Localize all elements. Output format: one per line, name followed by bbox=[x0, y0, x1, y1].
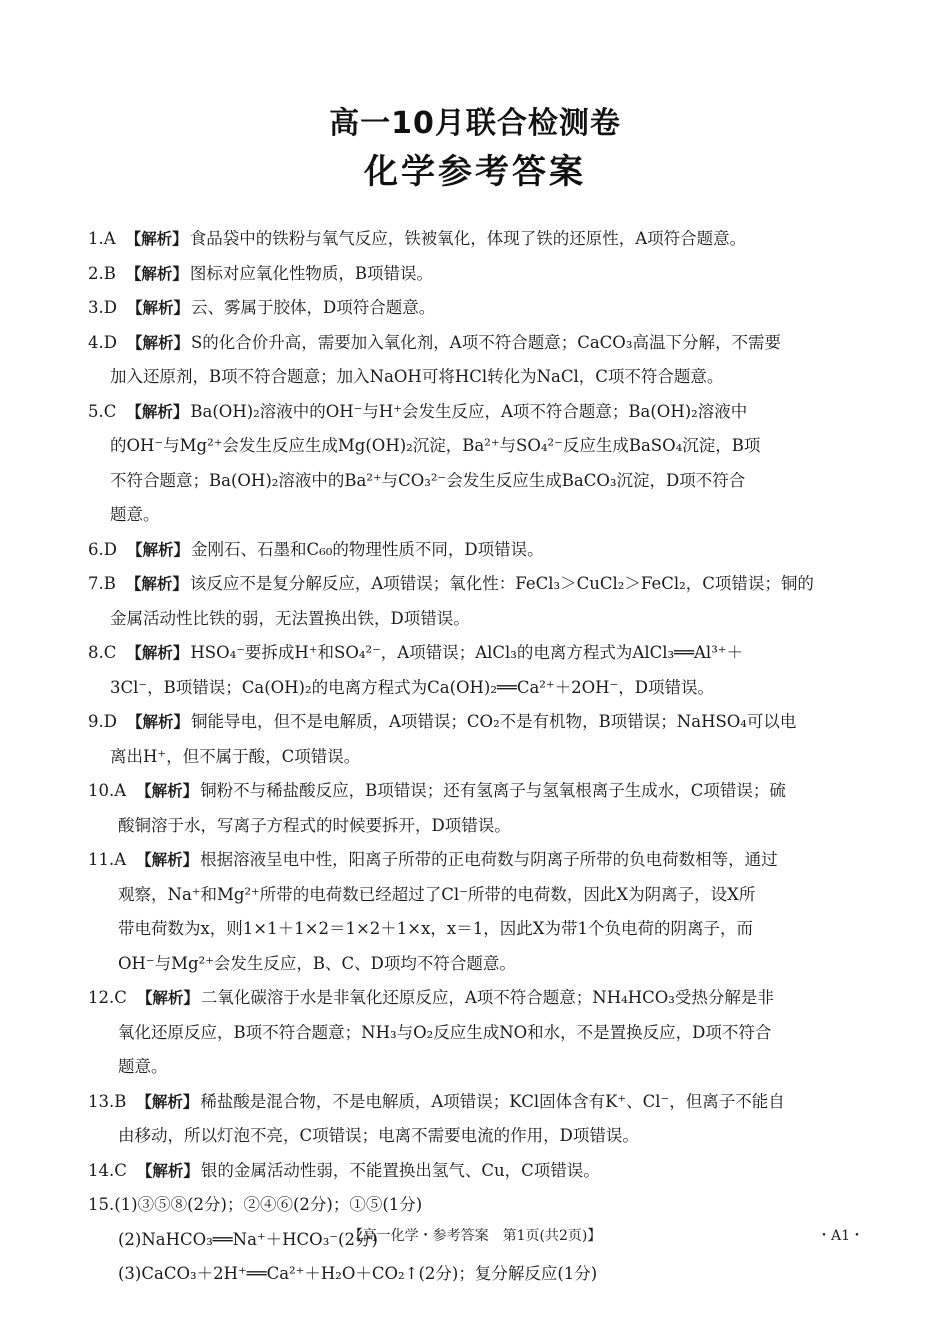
answer-text: 金刚石、石墨和C₆₀的物理性质不同，D项错误。 bbox=[191, 539, 544, 559]
answer-item bbox=[88, 636, 864, 671]
answer-item-continuation bbox=[88, 809, 864, 844]
answer-item-continuation bbox=[88, 1016, 864, 1051]
answer-item-continuation bbox=[88, 602, 864, 637]
answer-item bbox=[88, 395, 864, 430]
answer-item bbox=[88, 705, 864, 740]
analysis-tag: 【解析】 bbox=[136, 851, 199, 869]
answer-number: 5.C bbox=[88, 401, 117, 421]
answer-number: 13.B bbox=[88, 1091, 127, 1111]
page-title: 高一10月联合检测卷 bbox=[329, 106, 621, 141]
analysis-tag: 【解析】 bbox=[125, 230, 188, 248]
answer-text: 图标对应氧化性物质，B项错误。 bbox=[189, 263, 434, 283]
answer-text: 铜粉不与稀盐酸反应，B项错误；还有氢离子与氢氧根离子生成水，C项错误；硫 bbox=[200, 781, 786, 800]
answer-text: 酸铜溶于水，写离子方程式的时候要拆开，D项错误。 bbox=[118, 815, 511, 835]
answer-text: 根据溶液呈电中性，阳离子所带的正电荷数与阴离子所带的负电荷数相等，通过 bbox=[200, 850, 778, 869]
answer-text: OH⁻与Mg²⁺会发生反应，B、C、D项均不符合题意。 bbox=[118, 953, 516, 973]
answer-item bbox=[88, 567, 864, 602]
answer-text: 题意。 bbox=[110, 505, 160, 524]
answer-item-continuation bbox=[88, 429, 864, 464]
answer-text: (1)③⑤⑧(2分)；②④⑥(2分)；①⑤(1分) bbox=[114, 1195, 423, 1214]
answer-text: 离出H⁺，但不属于酸，C项错误。 bbox=[110, 746, 361, 766]
answer-text: HSO₄⁻要拆成H⁺和SO₄²⁻，A项错误；AlCl₃的电离方程式为AlCl₃══Al³⁺＋ bbox=[190, 643, 744, 662]
answer-item bbox=[88, 222, 864, 257]
analysis-tag: 【解析】 bbox=[126, 644, 189, 662]
answer-number: 7.B bbox=[88, 574, 116, 593]
answer-number: 12.C bbox=[88, 988, 127, 1007]
answer-item bbox=[88, 291, 864, 326]
answer-text: 的OH⁻与Mg²⁺会发生反应生成Mg(OH)₂沉淀，Ba²⁺与SO₄²⁻反应生成BaSO₄沉淀，B项 bbox=[110, 436, 761, 455]
analysis-tag: 【解析】 bbox=[136, 1161, 199, 1180]
answer-item-continuation bbox=[88, 498, 864, 533]
answer-text: 金属活动性比铁的弱，无法置换出铁，D项错误。 bbox=[110, 608, 470, 628]
answer-text: 不符合题意；Ba(OH)₂溶液中的Ba²⁺与CO₃²⁻会发生反应生成BaCO₃沉淀，D项不符合 bbox=[110, 470, 746, 490]
answer-text: 观察，Na⁺和Mg²⁺所带的电荷数已经超过了Cl⁻所带的电荷数，因此X为阴离子，设X所 bbox=[118, 884, 756, 904]
answer-item-continuation bbox=[88, 671, 864, 706]
answer-number: 11.A bbox=[88, 850, 127, 869]
answer-number: 8.C bbox=[88, 643, 117, 662]
answer-item-continuation bbox=[88, 464, 864, 499]
answer-text: 二氧化碳溶于水是非氧化还原反应，A项不符合题意；NH₄HCO₃受热分解是非 bbox=[200, 988, 774, 1007]
answer-item bbox=[88, 981, 864, 1016]
answer-number: 3.D bbox=[88, 298, 117, 317]
answer-text: 铜能导电，但不是电解质，A项错误；CO₂不是有机物，B项错误；NaHSO₄可以电 bbox=[191, 712, 797, 731]
answer-item bbox=[88, 257, 864, 292]
answer-item-continuation bbox=[88, 740, 864, 775]
answer-number: 14.C bbox=[88, 1160, 127, 1180]
answer-item bbox=[88, 1154, 864, 1189]
answer-number: 1.A bbox=[88, 229, 116, 248]
analysis-tag: 【解析】 bbox=[136, 782, 199, 800]
analysis-tag: 【解析】 bbox=[126, 713, 189, 731]
answer-number: 9.D bbox=[88, 712, 117, 731]
answer-text: 题意。 bbox=[118, 1057, 168, 1076]
answer-text: S的化合价升高，需要加入氧化剂，A项不符合题意；CaCO₃高温下分解，不需要 bbox=[191, 332, 781, 352]
answer-number: 2.B bbox=[88, 263, 116, 283]
analysis-tag: 【解析】 bbox=[125, 575, 188, 593]
answer-text: 3Cl⁻，B项错误；Ca(OH)₂的电离方程式为Ca(OH)₂══Ca²⁺＋2OH⁻，D项错误。 bbox=[110, 677, 714, 697]
analysis-tag: 【解析】 bbox=[126, 333, 189, 352]
answer-item bbox=[88, 1085, 864, 1120]
answer-item bbox=[88, 774, 864, 809]
analysis-tag: 【解析】 bbox=[126, 540, 189, 559]
answer-item-continuation bbox=[88, 947, 864, 982]
answer-item bbox=[88, 1188, 864, 1223]
answer-number: 4.D bbox=[88, 332, 117, 352]
answer-text: (3)CaCO₃＋2H⁺══Ca²⁺＋H₂O＋CO₂↑(2分)；复分解反应(1分) bbox=[118, 1264, 598, 1283]
answer-text: 带电荷数为x，则1×1＋1×2＝1×2＋1×x，x＝1，因此X为带1个负电荷的阴离子，而 bbox=[118, 919, 753, 938]
answer-text: 该反应不是复分解反应，A项错误；氧化性：FeCl₃＞CuCl₂＞FeCl₂，C项错误；铜的 bbox=[189, 574, 814, 593]
answer-item bbox=[88, 843, 864, 878]
answer-text: (2)NaHCO₃══Na⁺＋HCO₃⁻(2分) bbox=[118, 1229, 378, 1249]
answer-text: 银的金属活动性弱，不能置换出氢气、Cu，C项错误。 bbox=[200, 1160, 600, 1180]
answer-item bbox=[88, 326, 864, 361]
analysis-tag: 【解析】 bbox=[136, 1092, 199, 1111]
answer-item-continuation bbox=[88, 360, 864, 395]
answer-text: Ba(OH)₂溶液中的OH⁻与H⁺会发生反应，A项不符合题意；Ba(OH)₂溶液中 bbox=[190, 401, 748, 421]
page-code: ・A1・ bbox=[816, 1228, 864, 1244]
answer-item-continuation bbox=[88, 878, 864, 913]
answer-item-continuation bbox=[88, 1050, 864, 1085]
page-footer: 【高一化学・参考答案 第1页(共2页)】 bbox=[348, 1228, 602, 1244]
answer-text: 云、雾属于胶体，D项符合题意。 bbox=[191, 298, 436, 317]
answer-number: 6.D bbox=[88, 539, 117, 559]
answer-text: 食品袋中的铁粉与氧气反应，铁被氧化，体现了铁的还原性，A项符合题意。 bbox=[189, 229, 747, 248]
answer-item-continuation bbox=[88, 1257, 864, 1292]
answer-text: 稀盐酸是混合物，不是电解质，A项错误；KCl固体含有K⁺、Cl⁻，但离子不能自 bbox=[200, 1091, 785, 1111]
answer-item bbox=[88, 533, 864, 568]
answer-list bbox=[88, 222, 864, 1292]
analysis-tag: 【解析】 bbox=[125, 264, 188, 283]
answer-text: 由移动，所以灯泡不亮，C项错误；电离不需要电流的作用，D项错误。 bbox=[118, 1126, 639, 1145]
answer-number: 10.A bbox=[88, 781, 127, 800]
answer-text: 加入还原剂，B项不符合题意；加入NaOH可将HCl转化为NaCl，C项不符合题意。 bbox=[110, 367, 724, 386]
answer-item-continuation bbox=[88, 1119, 864, 1154]
page-subtitle: 化学参考答案 bbox=[364, 152, 586, 192]
answer-number: 15. bbox=[88, 1195, 115, 1214]
analysis-tag: 【解析】 bbox=[126, 402, 189, 421]
analysis-tag: 【解析】 bbox=[136, 989, 199, 1007]
answer-text: 氧化还原反应，B项不符合题意；NH₃与O₂反应生成NO和水，不是置换反应，D项不符合 bbox=[118, 1022, 772, 1042]
analysis-tag: 【解析】 bbox=[126, 299, 189, 317]
answer-item-continuation bbox=[88, 912, 864, 947]
